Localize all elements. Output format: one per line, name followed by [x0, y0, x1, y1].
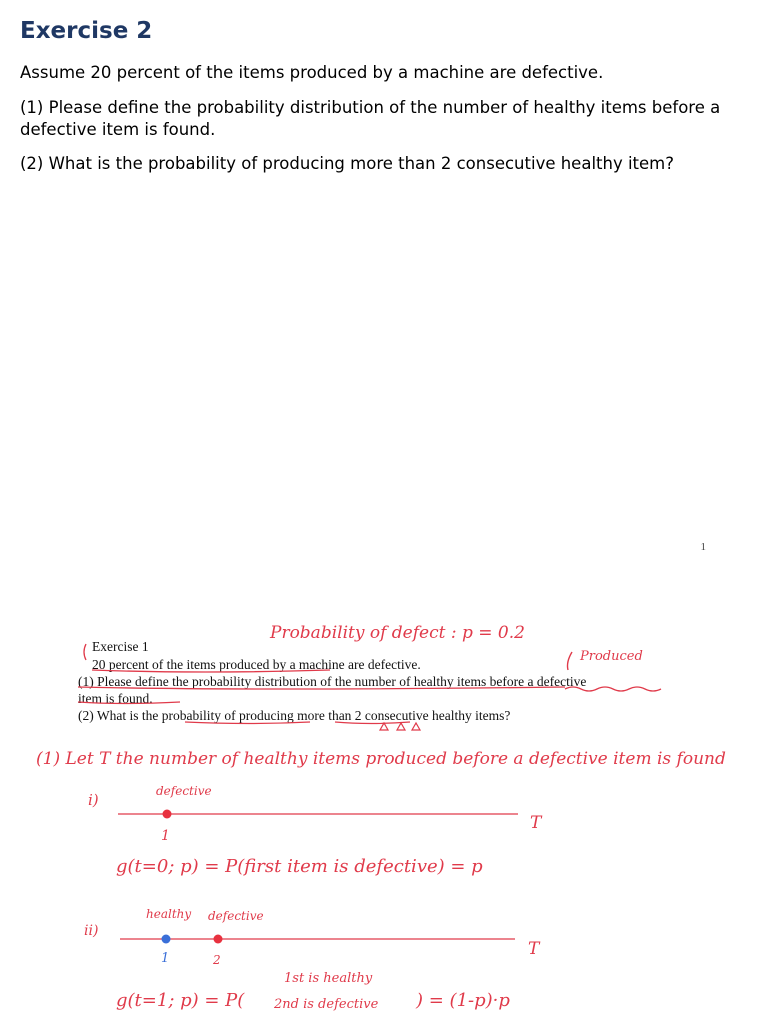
- case2-healthy-dot: [162, 935, 171, 944]
- handwriting-layer: [0, 590, 768, 1024]
- handwritten-notes: [0, 590, 768, 1024]
- case1-tick: 1: [161, 828, 170, 844]
- produced-caret: [568, 652, 573, 670]
- slide-title: Exercise 2: [20, 18, 153, 44]
- hand-probability: Probability of defect : p = 0.2: [270, 623, 525, 643]
- hand-produced: Produced: [580, 649, 643, 664]
- case2-defective-dot: [214, 935, 223, 944]
- page-number: 1: [700, 541, 706, 553]
- print-line-4: (2) What is the probability of producing more than 2 consecutive healthy items?: [78, 708, 511, 723]
- case2-tick-2: 2: [213, 953, 221, 967]
- case2-healthy-label: healthy: [146, 907, 192, 921]
- case1-defective-dot: [163, 810, 172, 819]
- case2-line-2: 2nd is defective: [274, 997, 379, 1012]
- case2-defective-label: defective: [208, 909, 264, 923]
- print-line-2: (1) Please define the probability distribution of the number of healthy items before a defective: [78, 674, 587, 689]
- slide-paragraph-1: Assume 20 percent of the items produced by a machine are defective.: [20, 63, 604, 82]
- case2-line-1: 1st is healthy: [284, 971, 373, 986]
- case2-axis-label: T: [528, 939, 540, 959]
- case1-label: i): [88, 791, 99, 809]
- underline-line2: [78, 687, 565, 689]
- slide-paragraph-3: (2) What is the probability of producing more than 2 consecutive healthy item?: [20, 154, 675, 173]
- print-line-3: item is found.: [78, 691, 153, 706]
- underline-line3: [78, 702, 180, 704]
- slide-paragraph-2: (1) Please define the probability distribution of the number of healthy items before a defective item is found.: [20, 98, 721, 139]
- print-title: Exercise 1: [92, 639, 149, 654]
- underline-line1: [92, 670, 330, 672]
- case1-formula: g(t=0; p) = P(first item is defective) = p: [116, 856, 483, 877]
- triangle-marks: [380, 723, 420, 730]
- case2-formula-left: g(t=1; p) = P(: [116, 990, 245, 1011]
- case2-label: ii): [84, 923, 99, 939]
- case1-axis-label: T: [530, 813, 542, 833]
- underline-line4: [185, 722, 410, 724]
- case1-defective-label: defective: [156, 784, 212, 798]
- print-line-1: 20 percent of the items produced by a machine are defective.: [92, 657, 421, 672]
- hand-let-t: (1) Let T the number of healthy items produced before a defective item is found: [36, 749, 726, 769]
- wavy-underline: [565, 687, 661, 691]
- left-bracket: [84, 644, 86, 660]
- case2-formula-right: ) = (1-p)·p: [416, 990, 510, 1011]
- case2-tick-1: 1: [161, 951, 170, 966]
